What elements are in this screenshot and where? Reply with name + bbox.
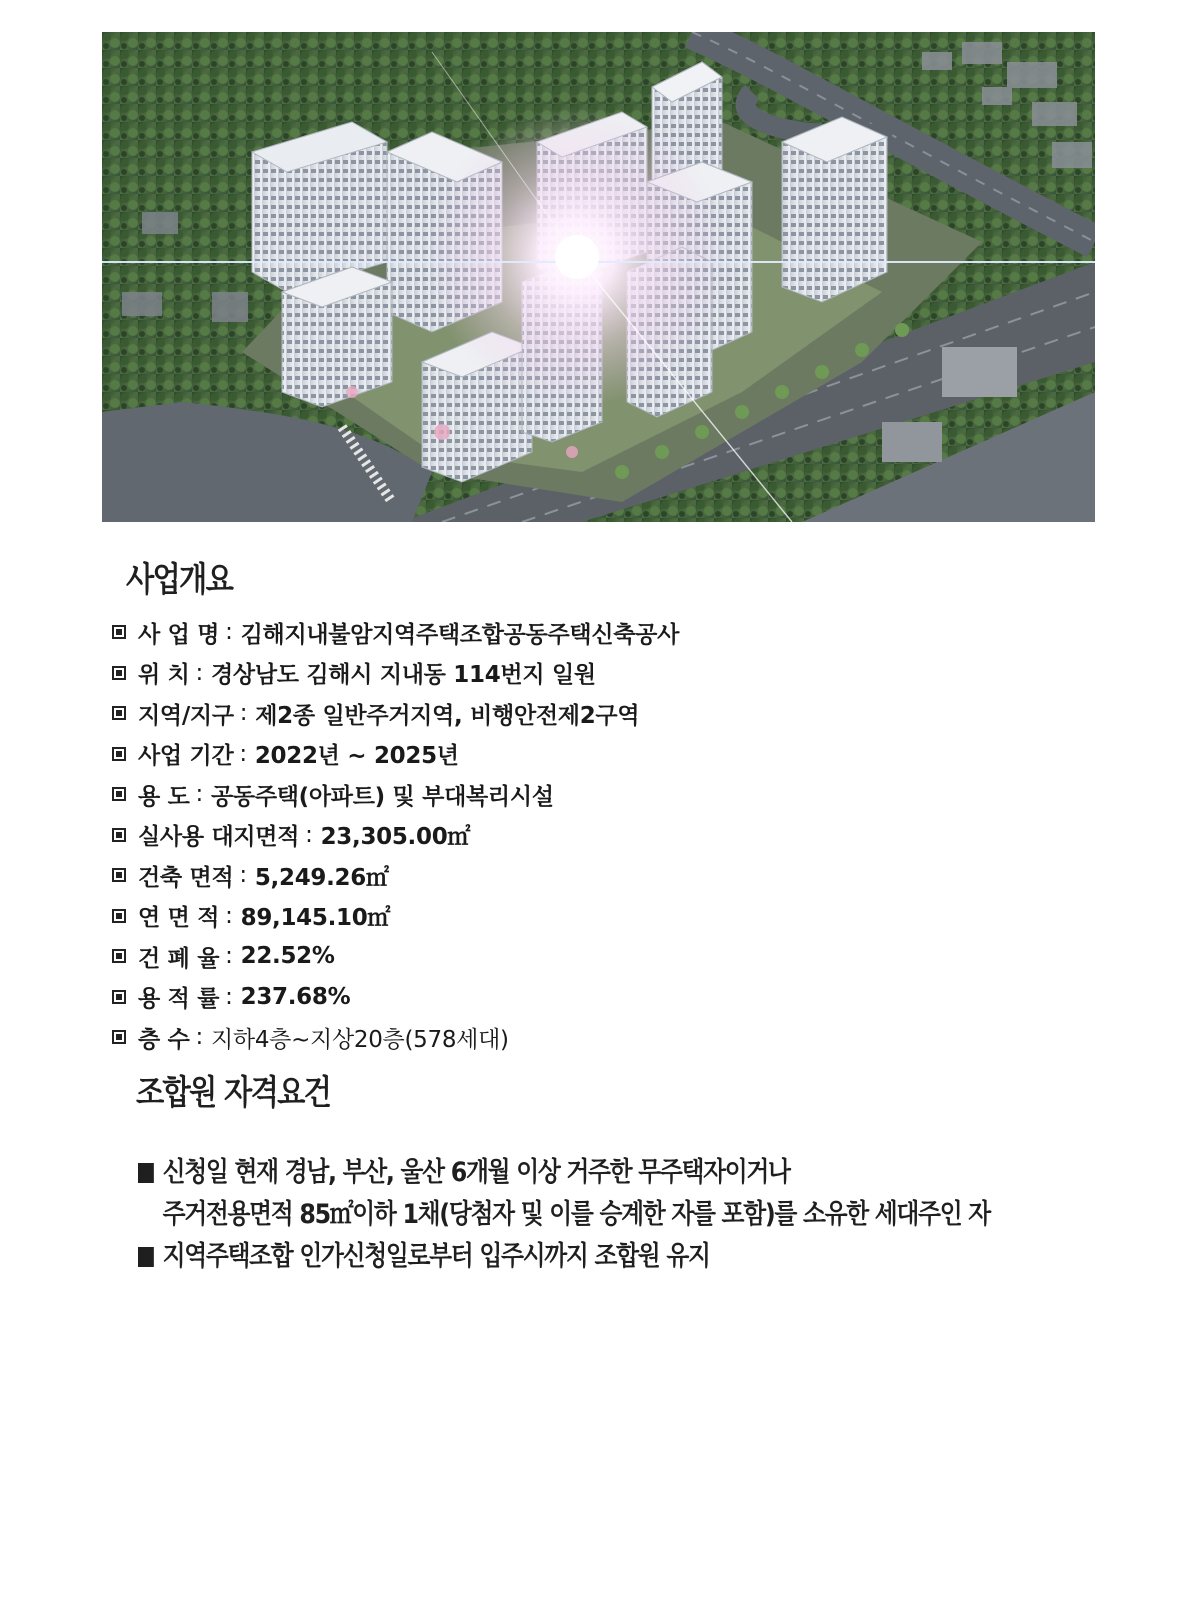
list-item [112, 896, 679, 937]
item-value: 공동주택(아파트) 및 부대복리시설 [211, 783, 554, 810]
item-separator: : [225, 619, 233, 646]
item-label: 건축 면적 [138, 864, 234, 891]
qualification-text [163, 1236, 710, 1278]
list-item [112, 855, 679, 896]
list-item [112, 815, 679, 856]
list-item [112, 734, 679, 775]
item-value: 237.68% [240, 983, 351, 1010]
overview-list [112, 612, 679, 1058]
item-label: 위 치 [138, 662, 190, 689]
aerial-complex-illustration [102, 32, 1095, 522]
overview-title: 사업개요 [126, 560, 233, 600]
list-item [138, 1236, 990, 1278]
item-value: 지하4층~지상20층(578세대) [211, 1026, 509, 1053]
item-separator: : [195, 1024, 203, 1051]
qualifications-list [138, 1152, 1106, 1278]
square-bullet-icon [112, 666, 126, 680]
item-value: 김해지내불암지역주택조합공동주택신축공사 [240, 621, 679, 648]
item-value: 23,305.00㎡ [320, 824, 471, 851]
hero-rendering-image [102, 32, 1095, 522]
qualifications-title: 조합원 자격요건 [136, 1073, 331, 1113]
item-separator: : [239, 862, 247, 889]
list-item [138, 1152, 990, 1236]
black-square-icon [138, 1163, 154, 1183]
item-separator: : [195, 659, 203, 686]
item-separator: : [225, 983, 233, 1010]
square-bullet-icon [112, 990, 126, 1004]
item-value: 22.52% [240, 943, 335, 970]
item-value: 제2종 일반주거지역, 비행안전제2구역 [255, 702, 640, 729]
qualification-line: 신청일 현재 경남, 부산, 울산 6개월 이상 거주한 무주택자이거나 [162, 1157, 790, 1188]
square-bullet-icon [112, 868, 126, 882]
black-square-icon [138, 1247, 154, 1267]
item-label: 실사용 대지면적 [138, 824, 300, 851]
square-bullet-icon [112, 909, 126, 923]
item-label: 사업 기간 [138, 743, 234, 770]
item-label: 층 수 [138, 1026, 190, 1053]
item-value: 경상남도 김해시 지내동 114번지 일원 [211, 662, 596, 689]
list-item [112, 977, 679, 1018]
square-bullet-icon [112, 828, 126, 842]
item-separator: : [225, 902, 233, 929]
item-separator: : [195, 781, 203, 808]
square-bullet-icon [112, 1030, 126, 1044]
square-bullet-icon [112, 747, 126, 761]
item-separator: : [239, 740, 247, 767]
item-label: 용 적 률 [138, 986, 220, 1013]
item-label: 지역/지구 [138, 702, 234, 729]
item-label: 연 면 적 [138, 905, 220, 932]
qualification-line: 지역주택조합 인가신청일로부터 입주시까지 조합원 유지 [162, 1241, 710, 1272]
square-bullet-icon [112, 625, 126, 639]
list-item [112, 774, 679, 815]
item-label: 용 도 [138, 783, 190, 810]
item-value: 2022년 ~ 2025년 [254, 743, 459, 770]
list-item [112, 653, 679, 694]
item-separator: : [225, 943, 233, 970]
item-value: 89,145.10㎡ [240, 905, 391, 932]
list-item [112, 1017, 679, 1058]
square-bullet-icon [112, 706, 126, 720]
item-separator: : [305, 821, 313, 848]
qualification-text [163, 1152, 990, 1236]
qualification-line: 주거전용면적 85㎡이하 1채(당첨자 및 이를 승계한 자를 포함)를 소유한 세대주인 자 [162, 1199, 990, 1230]
item-value: 5,249.26㎡ [254, 864, 389, 891]
item-separator: : [239, 700, 248, 727]
item-label: 건 폐 율 [138, 945, 220, 972]
list-item [112, 612, 679, 653]
list-item [112, 693, 679, 734]
item-label: 사 업 명 [138, 621, 220, 648]
square-bullet-icon [112, 949, 126, 963]
list-item [112, 936, 679, 977]
square-bullet-icon [112, 787, 126, 801]
